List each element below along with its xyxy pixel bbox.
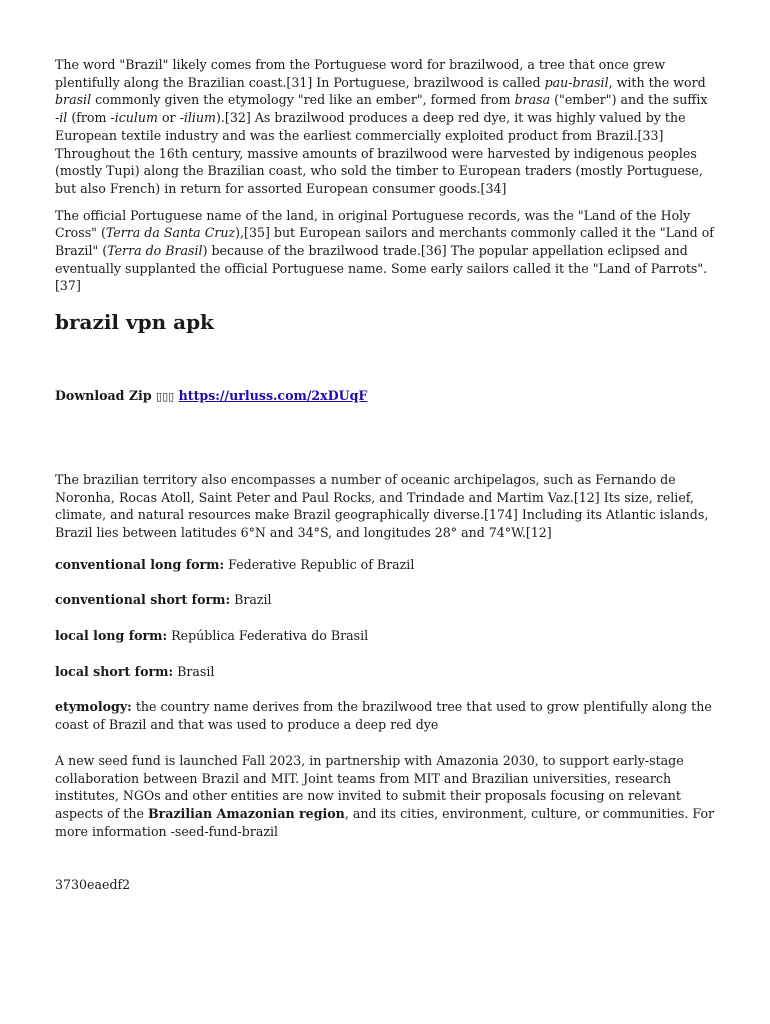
field-value: Brazil	[230, 592, 272, 608]
text-run: commonly given the etymology "red like an ember", formed from	[91, 92, 515, 108]
text-run: (from	[67, 110, 111, 126]
text-run: ) because of the brazilwood trade.[36] The popular appellation eclipsed and eventually supplanted the official Portuguese name. Some early sailors called it the "Land of Parrots".[37]	[55, 243, 708, 294]
text-run: , with the word	[608, 74, 706, 90]
italic-term: brasil	[55, 92, 92, 108]
download-line	[55, 387, 715, 406]
field-label: etymology:	[55, 699, 132, 715]
territory-paragraph: The brazilian territory also encompasses a number of oceanic archipelagos, such as Fernando de Noronha, Rocas Atoll, Saint Peter and Paul Rocks, and Trindade and Martim Vaz.[12] Its size, relief, climate, and natural resources make Brazil geographically diverse.[174] Including its Atlantic islands, Brazil lies between latitudes 6°N and 34°S, and longitudes 28° and 74°W.[12]	[55, 471, 709, 540]
etymology-paragraph	[55, 56, 715, 198]
italic-term: pau-brasil	[544, 74, 609, 90]
text-run: ),[35] but European sailors and merchants commonly called it the "Land of Brazil" (	[55, 225, 714, 259]
italic-term: -iculum	[110, 110, 158, 126]
field-value: República Federativa do Brasil	[167, 628, 369, 644]
italic-term: Terra da Santa Cruz	[105, 225, 236, 241]
field-value: Federative Republic of Brazil	[224, 556, 415, 572]
field-label: conventional long form:	[55, 556, 225, 572]
text-run: The official Portuguese name of the land, in original Portuguese records, was the "Land of the Holy Cross" (	[55, 207, 691, 241]
text-run: The word "Brazil" likely comes from the Portuguese word for brazilwood, a tree that once grew plentifully along the Brazilian coast.[31] In Portuguese, brazilwood is called	[55, 57, 666, 90]
field-row	[55, 591, 715, 609]
italic-term: -ilium	[179, 110, 216, 126]
seed-fund-paragraph	[55, 752, 715, 841]
field-value: the country name derives from the brazilwood tree that used to grow plentifully along the coast of Brazil and that was used to produce a deep red dye	[55, 699, 712, 733]
field-label: local long form:	[55, 628, 168, 644]
seed-fund-bold-region: Brazilian Amazonian region	[147, 805, 345, 821]
field-row	[55, 663, 715, 681]
field-row	[55, 627, 715, 645]
field-row	[55, 698, 715, 733]
download-link[interactable]: https://urluss.com/2xDUqF	[178, 388, 368, 404]
text-run: ("ember") and the suffix	[550, 92, 708, 108]
field-row	[55, 556, 715, 574]
seed-fund-text-after: , and its cities, environment, culture, or communities. For more information -seed-fund-brazil	[55, 805, 715, 839]
italic-term: Terra do Brasil	[107, 243, 203, 259]
field-label: conventional short form:	[55, 592, 231, 608]
missing-glyph-icons: ▯▯▯	[156, 390, 175, 404]
country-name-fields	[55, 556, 715, 734]
text-run: ).[32] As brazilwood produces a deep red dye, it was highly valued by the European textile industry and was the earliest commercially exploited product from Brazil.[33] Throughout the 16th century, massive amounts of brazilwood were harvested by indigenous peoples (mostly Tupi) along the Brazilian coast, who sold the timber to European traders (mostly Portuguese, but also French) in return for assorted European consumer goods.[34]	[55, 110, 703, 196]
seed-fund-text-before: A new seed fund is launched Fall 2023, in partnership with Amazonia 2030, to support early-stage collaboration between Brazil and MIT. Joint teams from MIT and Brazilian universities, research institutes, NGOs and other entities are now invited to submit their proposals focusing on relevant aspects of the	[55, 752, 684, 821]
field-value: Brasil	[173, 663, 215, 679]
download-label: Download Zip	[55, 388, 152, 404]
italic-term: -il	[55, 110, 68, 126]
hash-code: 3730eaedf2	[55, 877, 131, 893]
text-run: or	[157, 110, 180, 126]
document-page	[55, 56, 715, 903]
page-heading: brazil vpn apk	[55, 310, 214, 335]
italic-term: brasa	[514, 92, 551, 108]
official-name-paragraph	[55, 207, 715, 296]
field-label: local short form:	[55, 663, 174, 679]
